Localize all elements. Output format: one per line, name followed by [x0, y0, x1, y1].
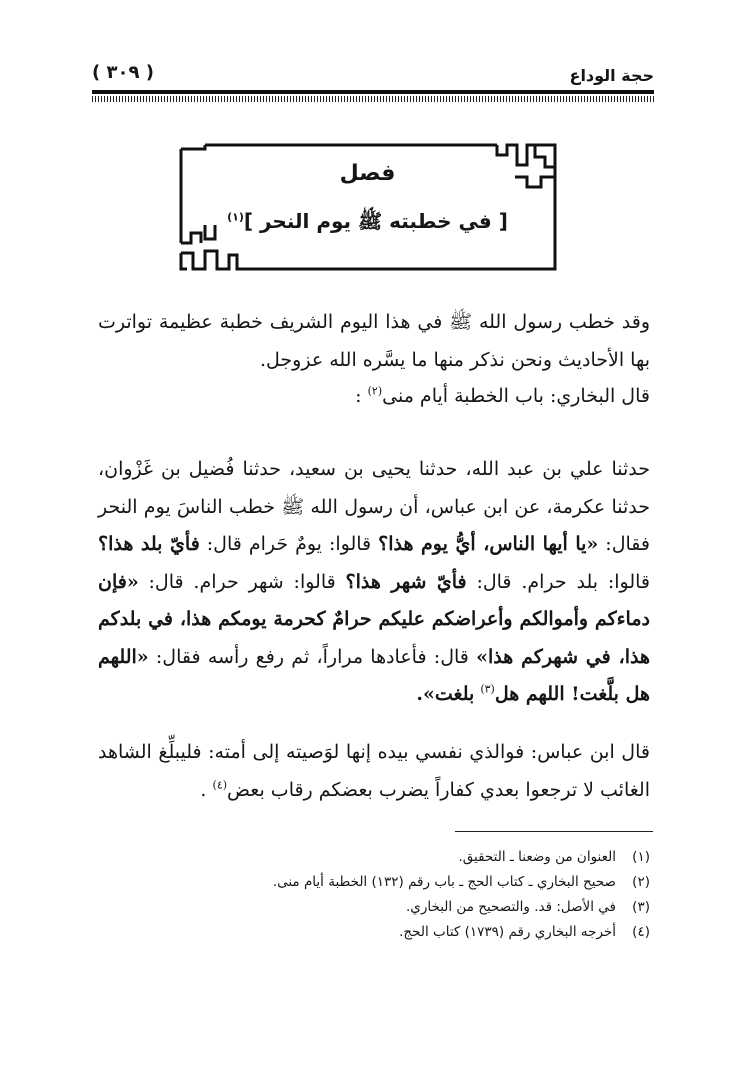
- chapter-frame: [175, 139, 560, 274]
- footnote-item: [90, 845, 650, 870]
- footnote-ref: (١): [227, 210, 244, 224]
- paragraph-text: :: [355, 385, 362, 407]
- page-number: ( ٣٠٩ ): [92, 62, 154, 83]
- hadith-quote: فأيّ شهر هذا؟: [345, 570, 467, 593]
- footnote-text: العنوان من وضعنا ـ التحقيق.: [458, 849, 616, 865]
- paragraph: [98, 378, 650, 416]
- footnote-number: (٤): [632, 924, 650, 940]
- hadith-quote: فأيّ بلد هذا؟: [98, 533, 200, 555]
- paragraph-text: حدثنا علي بن عبد الله، حدثنا يحيى بن سعيد، حدثنا فُضيل بن غَزْوان، حدثنا عكرمة، عن ابن عباس، أن رسول الله ﷺ خطب الناسَ يوم النحر فقال:: [98, 458, 650, 555]
- paragraph-text: قال ابن عباس: فوالذي نفسي بيده إنها لوَصيته إلى أمته: فليبلِّغ الشاهد الغائب لا ترجعوا بعدي كفاراً يضرب بعضكم رقاب بعض: [98, 741, 650, 801]
- footnote-text: في الأصل: قد. والتصحيح من البخاري.: [406, 899, 616, 915]
- footnote-number: (١): [632, 849, 650, 865]
- paragraph-text: قال البخاري: باب الخطبة أيام منى: [382, 385, 650, 407]
- footnote-ref: (٣): [480, 682, 495, 696]
- paragraph: [98, 734, 650, 809]
- ornamental-frame-icon: [175, 139, 560, 274]
- chapter-subtitle: [175, 209, 560, 238]
- paragraph-text: قالوا: شهر حرام. قال:: [148, 570, 336, 593]
- footnote-item: [90, 920, 650, 945]
- chapter-subtitle-text: [ في خطبته ﷺ يوم النحر ]: [243, 209, 508, 233]
- footnote-text: أخرجه البخاري رقم (١٧٣٩) كتاب الحج.: [399, 924, 616, 940]
- page-header: [92, 60, 654, 88]
- footnote-number: (٣): [632, 899, 650, 915]
- header-rule: [92, 90, 654, 94]
- hadith-quote: «فإن دماءكم وأموالكم وأعراضكم عليكم حرامٌ كحرمة يومكم هذا، في بلدكم هذا، في شهركم هذا»: [98, 570, 650, 668]
- footnotes: [90, 845, 650, 945]
- footnote-ref: (٤): [212, 778, 228, 792]
- footnote-text: صحيح البخاري ـ كتاب الحج ـ باب رقم (١٣٢) الخطبة أيام منى.: [272, 874, 616, 890]
- header-hatch-rule: [92, 96, 654, 102]
- paragraph-text: قال: فأعادها مراراً، ثم رفع رأسه فقال:: [155, 645, 469, 668]
- footnote-item: [90, 870, 650, 895]
- footnote-separator: [455, 831, 653, 832]
- paragraph: وقد خطب رسول الله ﷺ في هذا اليوم الشريف خطبة عظيمة تواترت بها الأحاديث ونحن نذكر منها ما يسَّره الله عزوجل.: [98, 311, 650, 371]
- paragraph-text: قالوا: يومٌ حَرام قال:: [206, 533, 372, 555]
- hadith-quote: «اللهم هل بلَّغت! اللهم هل: [98, 645, 650, 705]
- chapter-title: فصل: [339, 161, 396, 186]
- running-title: حجة الوداع: [569, 66, 654, 85]
- footnote-ref: (٢): [367, 384, 383, 398]
- footnote-number: (٢): [632, 874, 650, 890]
- hadith-paragraph: [98, 451, 650, 714]
- hadith-quote: بلغت».: [416, 683, 475, 705]
- paragraph-text: قالوا: بلد حرام. قال:: [476, 570, 650, 593]
- hadith-quote: «يا أيها الناس، أيُّ يوم هذا؟: [378, 533, 599, 555]
- paragraph-text: .: [200, 778, 207, 801]
- footnote-item: [90, 895, 650, 920]
